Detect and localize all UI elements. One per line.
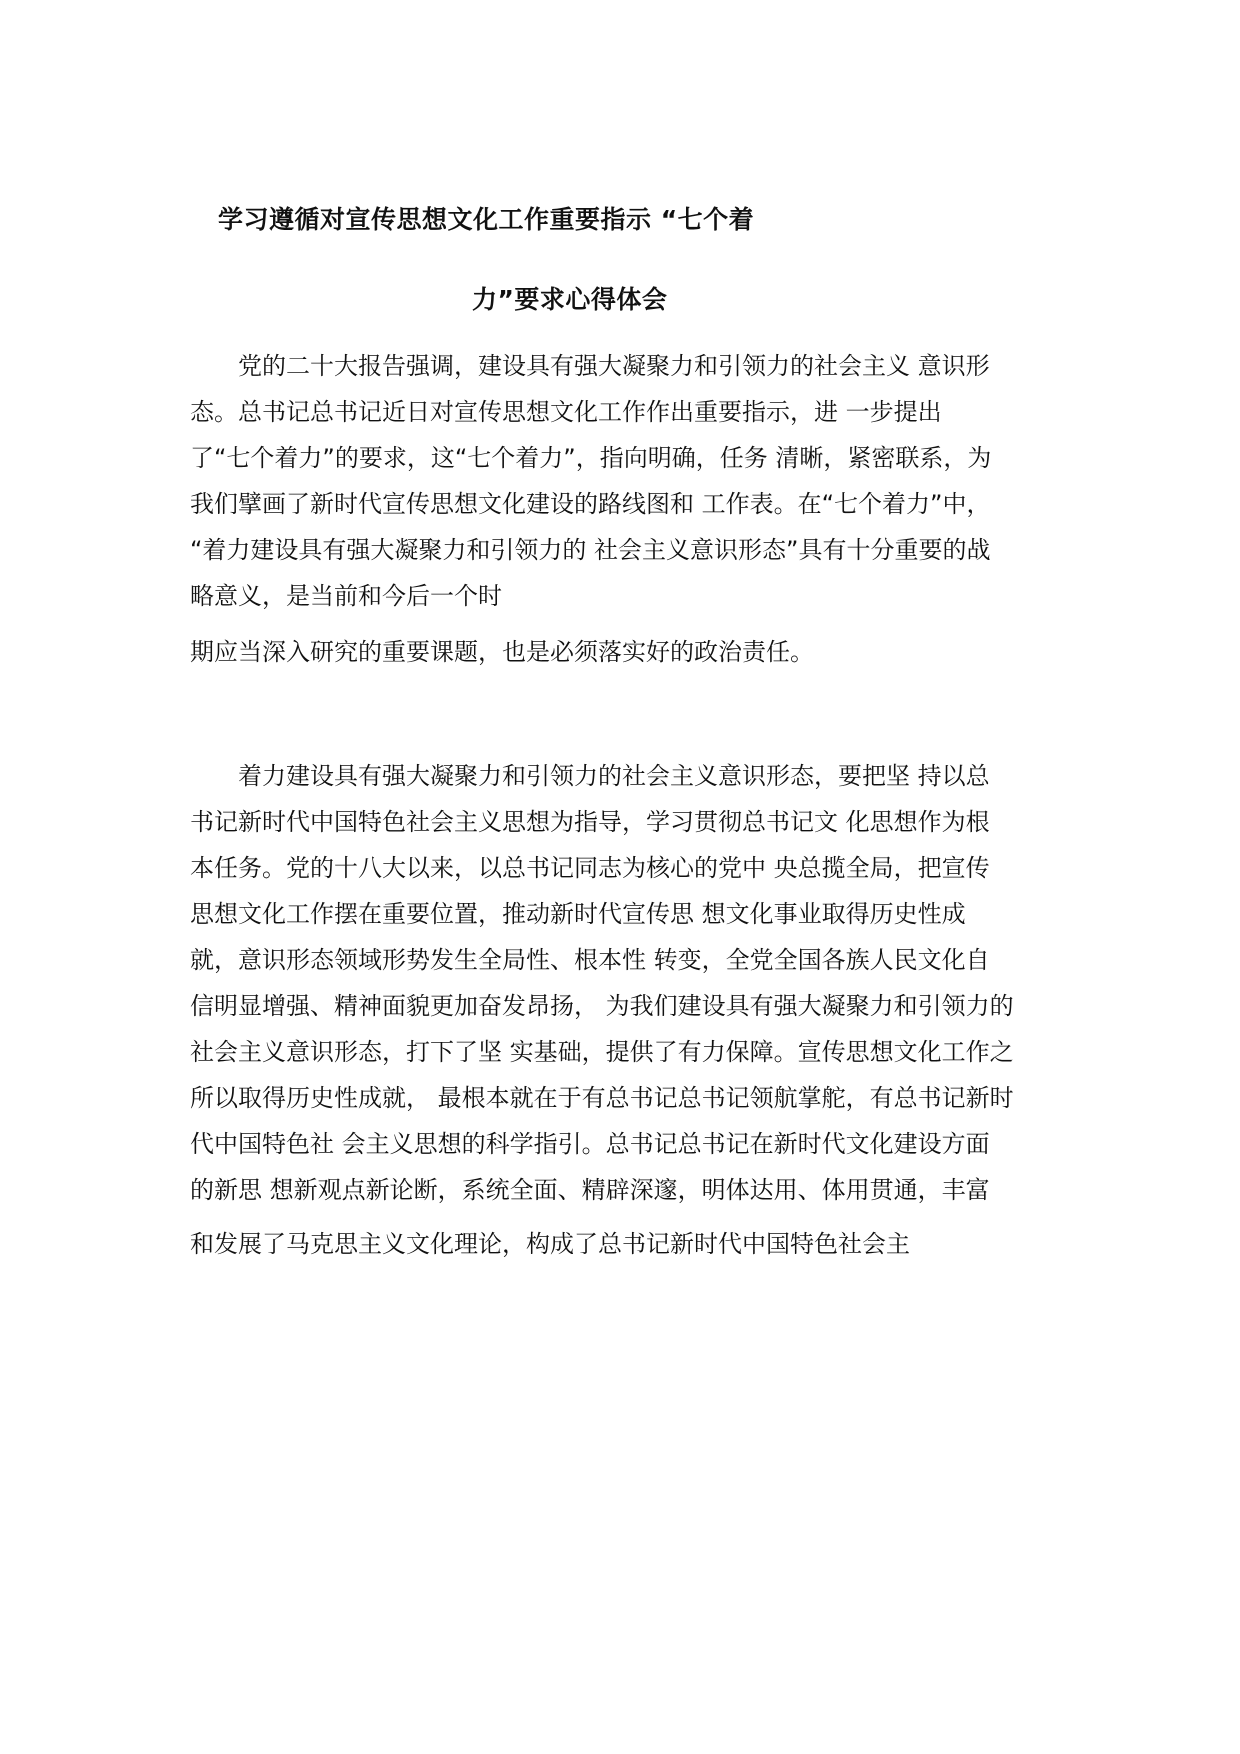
paragraph-line: 的新思 想新观点新论断，系统全面、精辟深邃，明体达用、体用贯通，丰富 — [190, 1176, 990, 1204]
paragraph-line: 就，意识形态领域形势发生全局性、根本性 转变，全党全国各族人民文化自 — [190, 946, 990, 974]
paragraph-line: 代中国特色社 会主义思想的科学指引。总书记总书记在新时代文化建设方面 — [190, 1130, 990, 1158]
paragraph-line: 党的二十大报告强调，建设具有强大凝聚力和引领力的社会主义 意识形 — [190, 352, 990, 380]
paragraph-line: 社会主义意识形态，打下了坚 实基础，提供了有力保障。宣传思想文化工作之 — [190, 1038, 1014, 1066]
paragraph-line: 书记新时代中国特色社会主义思想为指导，学习贯彻总书记文 化思想作为根 — [190, 808, 990, 836]
paragraph-line: 本任务。党的十八大以来，以总书记同志为核心的党中 央总揽全局，把宣传 — [190, 854, 990, 882]
paragraph-line: 期应当深入研究的重要课题，也是必须落实好的政治责任。 — [190, 638, 814, 666]
paragraph-line: 和发展了马克思主义文化理论，构成了总书记新时代中国特色社会主 — [190, 1230, 910, 1258]
document-title-line-1: 学习遵循对宣传思想文化工作重要指示 “七个着 — [218, 205, 755, 234]
paragraph-line: 着力建设具有强大凝聚力和引领力的社会主义意识形态，要把坚 持以总 — [190, 762, 990, 790]
paragraph-line: 略意义，是当前和今后一个时 — [190, 582, 502, 610]
paragraph-line: 了“七个着力”的要求，这“七个着力”，指向明确，任务 清晰，紧密联系，为 — [190, 444, 992, 472]
paragraph-line: 我们擘画了新时代宣传思想文化建设的路线图和 工作表。在“七个着力”中， — [190, 490, 991, 518]
paragraph-line: 思想文化工作摆在重要位置，推动新时代宣传思 想文化事业取得历史性成 — [190, 900, 966, 928]
document-title-line-2: 力”要求心得体会 — [472, 285, 668, 314]
paragraph-line: “着力建设具有强大凝聚力和引领力的 社会主义意识形态”具有十分重要的战 — [190, 536, 991, 564]
paragraph-line: 态。总书记总书记近日对宣传思想文化工作作出重要指示，进 一步提出 — [190, 398, 942, 426]
paragraph-line: 信明显增强、精神面貌更加奋发昂扬， 为我们建设具有强大凝聚力和引领力的 — [190, 992, 1014, 1020]
paragraph-line: 所以取得历史性成就， 最根本就在于有总书记总书记领航掌舵，有总书记新时 — [190, 1084, 1014, 1112]
